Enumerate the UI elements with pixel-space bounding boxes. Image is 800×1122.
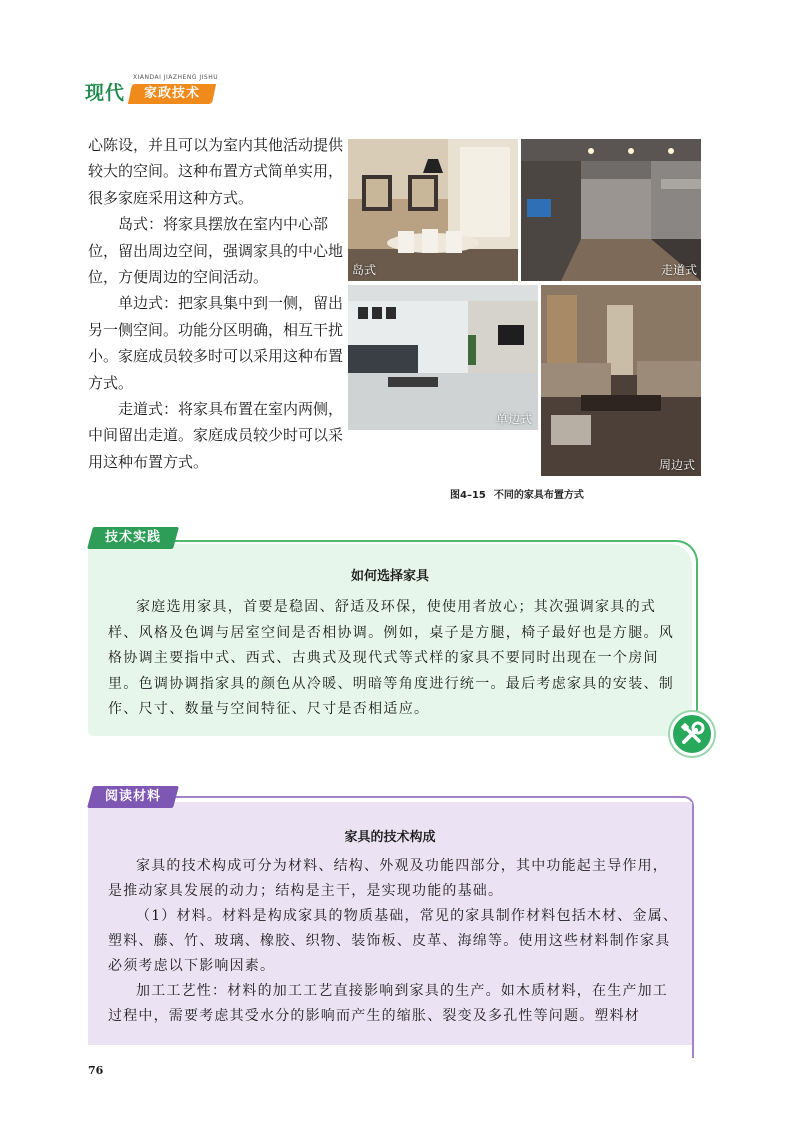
reading-text: [108, 854, 680, 1029]
figure-number: 图4–15: [450, 490, 486, 501]
reading-paragraph: 加工工艺性：材料的加工工艺直接影响到家具的生产。如木质材料，在生产加工过程中，需要考虑其受水分的影响而产生的缩胀、裂变及多孔性等问题。塑料材: [108, 983, 668, 1024]
practice-tab: [87, 527, 179, 549]
body-paragraph: 单边式：把家具集中到一侧，留出另一侧空间。功能分区明确，相互干扰小。家庭成员较多时可以采用这种布置方式。: [88, 294, 344, 392]
figure-caption-text: 不同的家具布置方式: [493, 490, 584, 501]
reading-title: 家具的技术构成: [344, 830, 436, 845]
header-logo: [85, 68, 225, 108]
photo-island-layout: [348, 139, 518, 281]
practice-title: 如何选择家具: [350, 569, 429, 584]
reading-paragraph: 家具的技术构成可分为材料、结构、外观及功能四部分，其中功能起主导作用，是推动家具发展的动力；结构是主干，是实现功能的基础。: [108, 858, 668, 899]
page-number: 76: [88, 1064, 104, 1077]
logo-pinyin: XIANDAI JIAZHENG JISHU: [133, 74, 219, 81]
photo-caption: 走道式: [660, 263, 697, 277]
photo-corridor-layout: [521, 139, 701, 281]
body-paragraph: 心陈设，并且可以为室内其他活动提供较大的空间。这种布置方式简单实用，很多家庭采用这种方式。: [88, 136, 344, 207]
figure-caption: [450, 486, 670, 501]
photo-caption: 周边式: [658, 458, 695, 472]
tools-icon: [670, 712, 714, 756]
body-paragraph: 走道式：将家具布置在室内两侧，中间留出走道。家庭成员较少时可以采用这种布置方式。: [88, 400, 344, 471]
practice-text: 家庭选用家具，首要是稳固、舒适及环保，使使用者放心；其次强调家具的式样、风格及色调与居室空间是否相协调。例如，桌子是方腿，椅子最好也是方腿。风格协调主要指中式、西式、古典式及现代式等式样的家具不要同时出现在一个房间里。色调协调指家具的颜色从冷暖、明暗等角度进行统一。最后考虑家具的安装、制作、尺寸、数量与空间特征、尺寸是否相适应。: [108, 599, 675, 717]
practice-tab-label: 技术实践: [104, 530, 161, 545]
logo-tag-label: 家政技术: [143, 86, 200, 101]
body-paragraph: 岛式：将家具摆放在室内中心部位，留出周边空间，强调家具的中心地位，方便周边的空间活动。: [88, 215, 344, 287]
logo-main-chars: 现代: [85, 82, 126, 104]
logo-tag: [128, 84, 216, 104]
photo-caption: 岛式: [352, 263, 377, 277]
photo-perimeter-layout: [541, 285, 701, 476]
reading-paragraph: （1）材料。材料是构成家具的物质基础，常见的家具制作材料包括木材、金属、塑料、藤、竹、玻璃、橡胶、织物、装饰板、皮革、海绵等。使用这些材料制作家具必须考虑以下影响因素。: [108, 908, 679, 974]
reading-tab-label: 阅读材料: [104, 789, 161, 804]
body-text: [88, 132, 350, 475]
photo-caption: 单边式: [495, 412, 532, 426]
photo-single-side-layout: [348, 285, 538, 430]
reading-tab: [87, 786, 179, 808]
